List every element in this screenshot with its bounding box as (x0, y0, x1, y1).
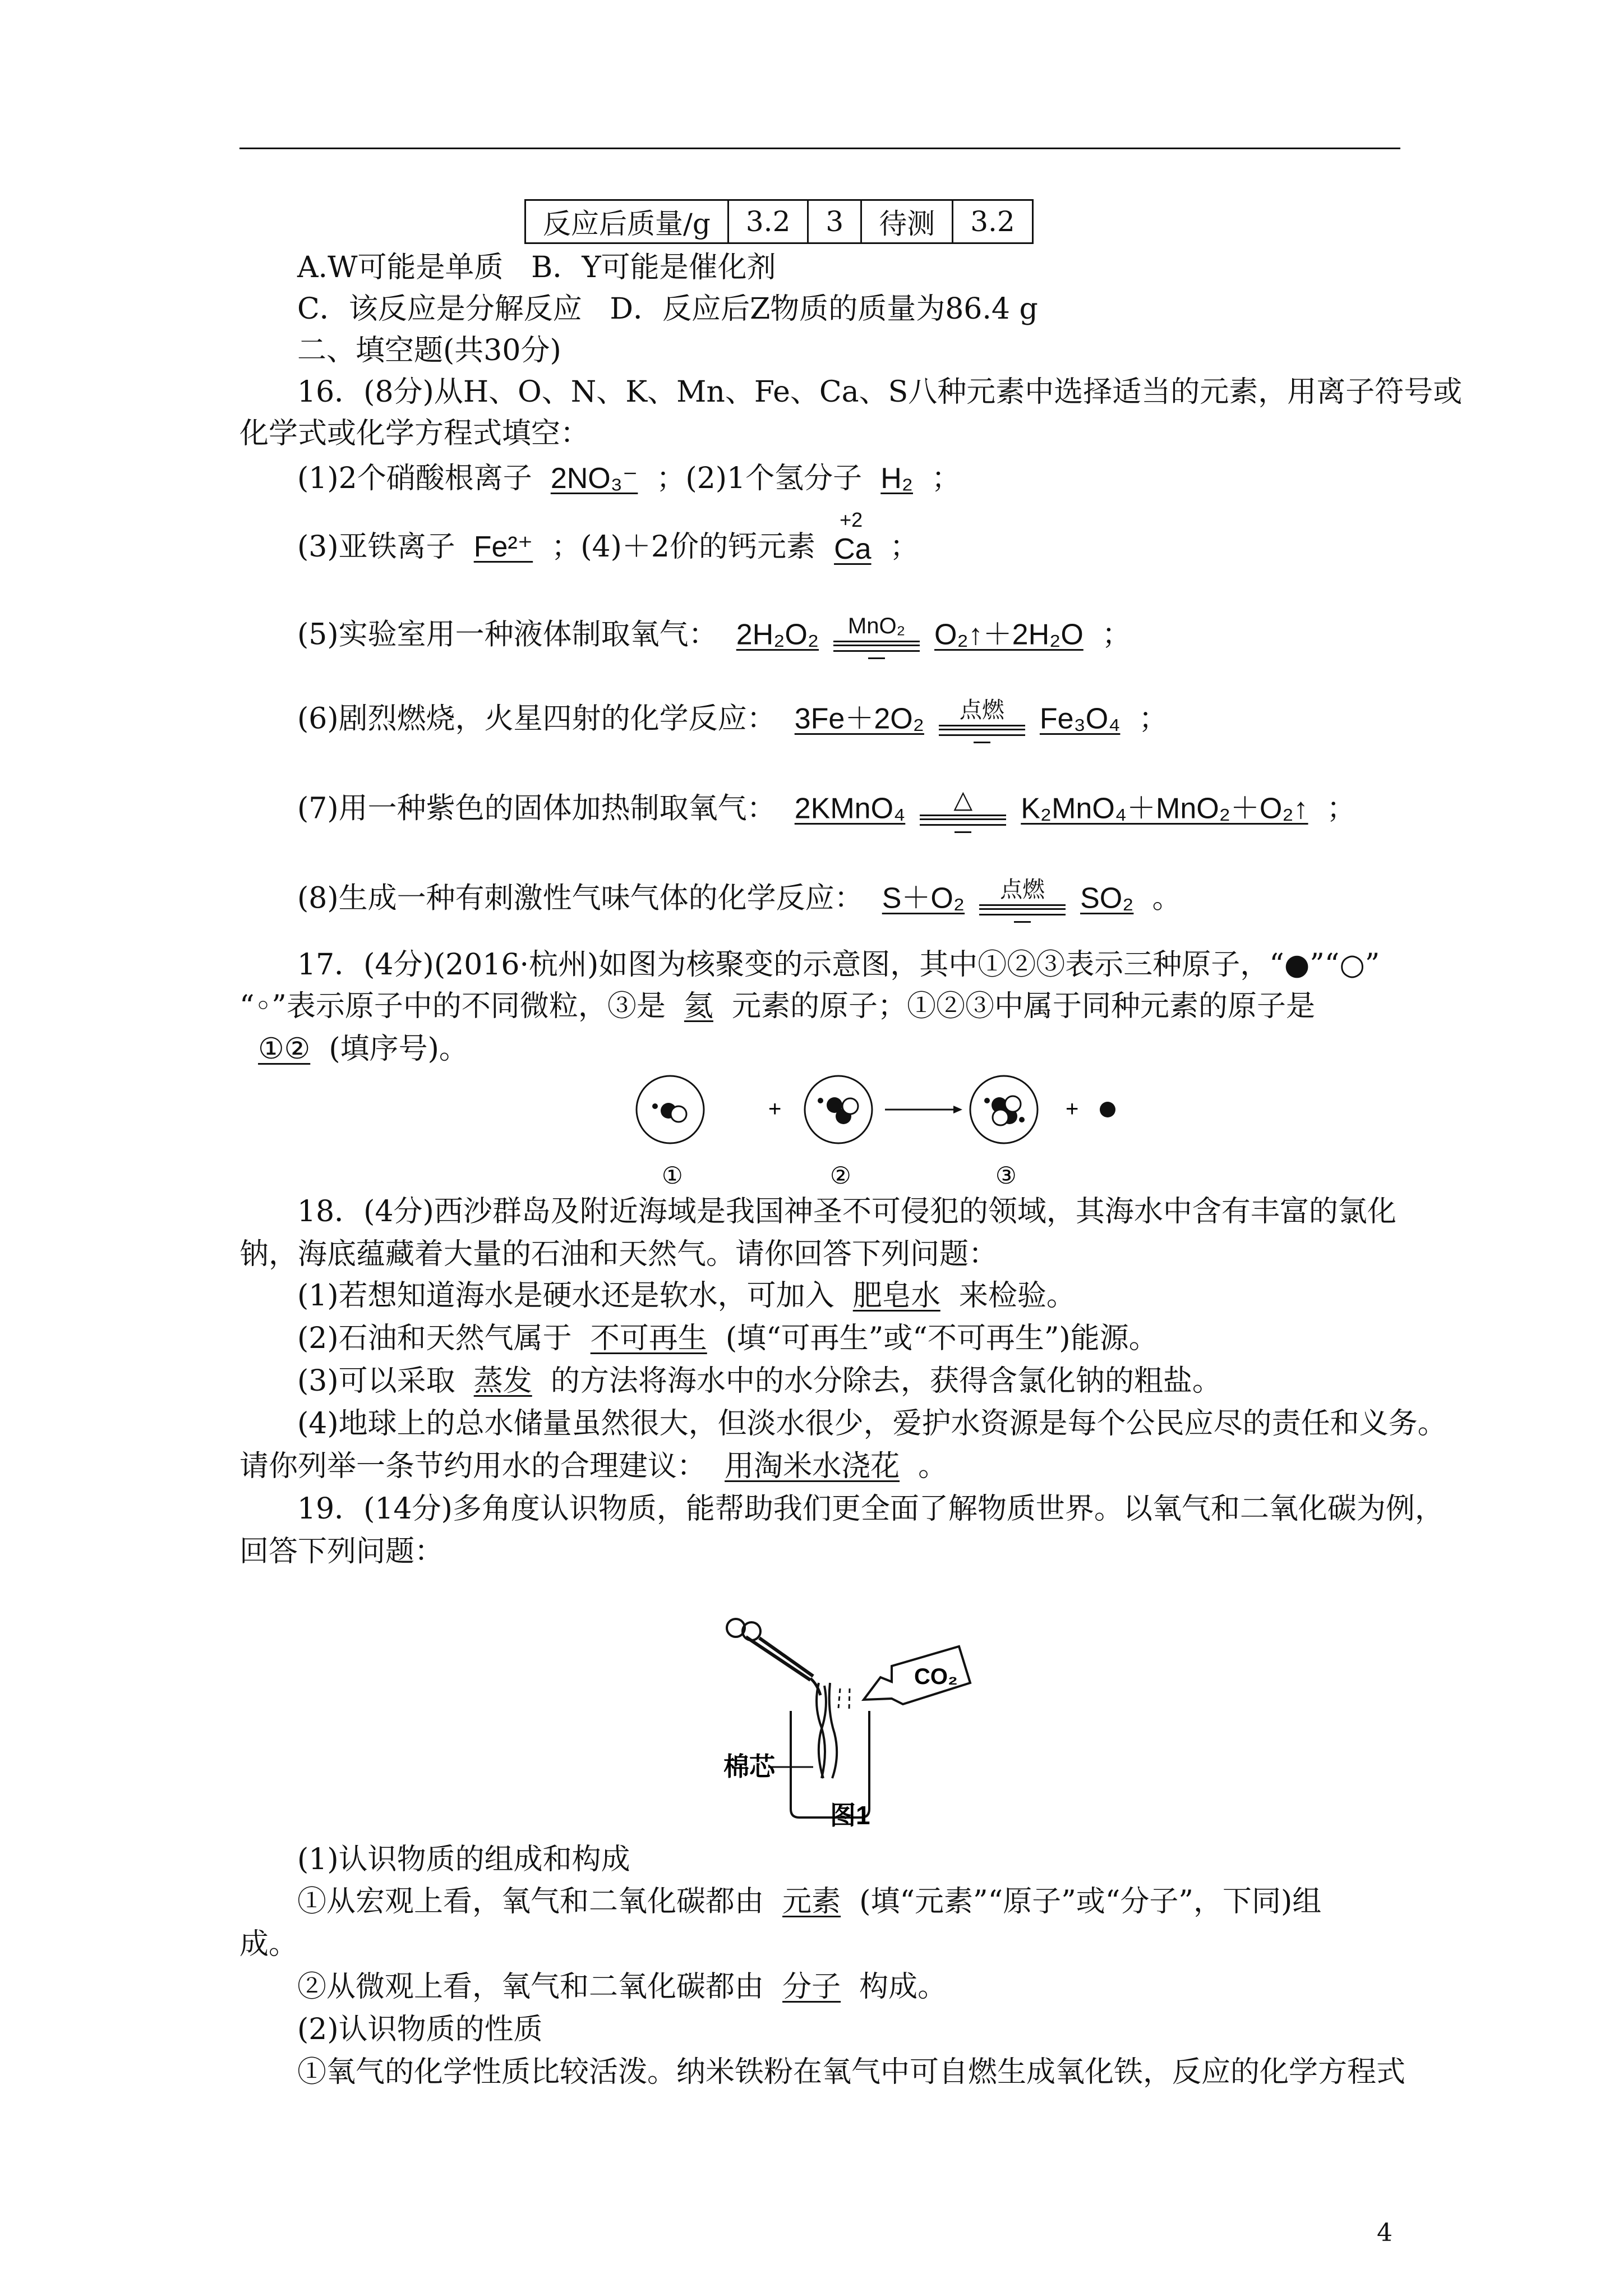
reaction-condition: 点燃 (959, 698, 1004, 723)
q15-options-cd (297, 292, 1038, 326)
q19-answer: 分子 (782, 1971, 841, 2003)
co2-label: CO₂ (914, 1664, 958, 1689)
q16-item-5 (297, 611, 1131, 662)
period: 。 (1152, 881, 1182, 915)
option-b: B．Y可能是催化剂 (531, 251, 776, 284)
option-a: A.W可能是单质 (297, 251, 504, 284)
section-heading: 二、填空题(共30分) (297, 334, 561, 367)
semicolon: ； (1138, 702, 1168, 736)
q16-stem: 16．(8分)从H、O、N、K、Mn、Fe、Ca、S八种元素中选择适当的元素，用离子符号或 (297, 375, 1463, 409)
q19-sub-2a: ①氧气的化学性质比较活泼。纳米铁粉在氧气中可自燃生成氧化铁，反应的化学方程式 (297, 2055, 1406, 2089)
reaction-condition: 点燃 (1000, 877, 1045, 902)
q16-item-7 (297, 785, 1356, 836)
q18-text: (填“可再生”或“不可再生”)能源。 (725, 1322, 1158, 1355)
semicolon: ； (932, 462, 961, 495)
q16-prompt: ；(2)1个氢分子 (656, 462, 863, 495)
q19-text: (填“元素”“原子”或“分子”，下同)组 (859, 1885, 1322, 1918)
q15-options-ab (297, 251, 776, 284)
q17-text: “◦”表示原子中的不同微粒，③是 (239, 990, 666, 1023)
q19-sub-1b (297, 1970, 947, 2004)
q19-sub-2: (2)认识物质的性质 (297, 2013, 543, 2046)
q16-prompt: (6)剧烈燃烧，火星四射的化学反应： (297, 702, 776, 736)
equation-right: SO₂ (1080, 882, 1134, 915)
q19-sub-1a-cont: 成。 (239, 1927, 298, 1961)
equation-left: 3Fe＋2O₂ (794, 702, 924, 735)
q16-answer: 2NO₃⁻ (550, 462, 638, 495)
q18-sub-2 (297, 1322, 1158, 1355)
wick-label: 棉芯 (723, 1752, 775, 1781)
q18-sub-1 (297, 1279, 1076, 1313)
atom-label: ① (662, 1162, 683, 1189)
q16-item-1-2 (297, 462, 961, 495)
q19-sub-1: (1)认识物质的组成和构成 (297, 1843, 630, 1876)
equation-left: 2KMnO₄ (794, 792, 906, 825)
equation-right: K₂MnO₄＋MnO₂＋O₂↑ (1021, 792, 1308, 825)
reaction-arrow (915, 785, 1011, 836)
q18-sub-3 (297, 1364, 1221, 1398)
reaction-arrow (934, 696, 1030, 746)
q16-stem-cont: 化学式或化学方程式填空： (239, 417, 590, 450)
q18-answer: 蒸发 (473, 1365, 532, 1397)
table-cell: 3 (808, 200, 861, 243)
q18-text: (3)可以采取 (297, 1364, 455, 1398)
q18-answer: 不可再生 (590, 1322, 707, 1355)
q19-text: ①从宏观上看，氧气和二氧化碳都由 (297, 1885, 764, 1918)
q18-stem-cont: 钠，海底蕴藏着大量的石油和天然气。请你回答下列问题： (239, 1237, 998, 1271)
q16-prompt: (1)2个硝酸根离子 (297, 462, 532, 495)
q16-prompt: (7)用一种紫色的固体加热制取氧气： (297, 792, 776, 826)
q18-text: 的方法将海水中的水分除去，获得含氯化钠的粗盐。 (550, 1364, 1221, 1398)
q19-stem-cont: 回答下列问题： (239, 1535, 444, 1568)
q18-stem: 18．(4分)西沙群岛及附近海域是我国神圣不可侵犯的领域，其海水中含有丰富的氯化 (297, 1195, 1396, 1228)
q16-answer: Fe²⁺ (473, 531, 533, 563)
equation-left: S＋O₂ (882, 882, 965, 915)
option-d: D．反应后Z物质的质量为86.4 g (610, 292, 1038, 326)
q17-text: 元素的原子；①②③中属于同种元素的原子是 (731, 990, 1315, 1023)
q17-stem-end (239, 1032, 468, 1066)
table-row (525, 200, 1033, 243)
q17-answer: ①② (258, 1033, 311, 1065)
q19-stem: 19．(14分)多角度认识物质，能帮助我们更全面了解物质世界。以氧气和二氧化碳为例， (297, 1492, 1444, 1526)
q16-item-6 (297, 696, 1168, 746)
q18-text: (2)石油和天然气属于 (297, 1322, 572, 1355)
q18-sub-4: (4)地球上的总水储量虽然很大，但淡水很少，爱护水资源是每个公民应尽的责任和义务。 (297, 1407, 1447, 1441)
table-cell: 3.2 (728, 200, 808, 243)
q19-sub-1a (297, 1885, 1321, 1918)
q18-text: 请你列举一条节约用水的合理建议： (239, 1450, 707, 1483)
atom-1 (637, 1076, 704, 1143)
q16-prompt: (3)亚铁离子 (297, 530, 455, 564)
experiment-figure (723, 1616, 993, 1829)
q18-answer: 肥皂水 (852, 1280, 940, 1312)
option-c: C．该反应是分解反应 (297, 292, 582, 326)
table-cell: 待测 (861, 200, 953, 243)
figure-caption: 图1 (830, 1801, 870, 1829)
q18-text: (1)若想知道海水是硬水还是软水，可加入 (297, 1279, 834, 1313)
q17-text: (填序号)。 (329, 1032, 468, 1066)
arrow-head-icon (953, 1106, 962, 1114)
q16-prompt: ；(4)＋2价的钙元素 (551, 530, 815, 564)
semicolon: ； (889, 530, 919, 564)
q18-text: 。 (918, 1450, 948, 1483)
q16-item-3-4 (297, 508, 919, 566)
heat-triangle-icon: △ (953, 786, 973, 813)
q17-answer: 氦 (684, 990, 713, 1023)
table-row-label: 反应后质量/g (525, 200, 728, 243)
semicolon: ； (1101, 618, 1131, 652)
equation-right: O₂↑＋2H₂O (934, 618, 1083, 651)
plus-sign: + (1066, 1097, 1079, 1121)
q16-answer: H₂ (880, 462, 913, 495)
q16-prompt: (8)生成一种有刺激性气味气体的化学反应： (297, 881, 864, 915)
q17-stem-cont (239, 990, 1315, 1023)
q19-text: ②从微观上看，氧气和二氧化碳都由 (297, 1970, 764, 2004)
semicolon: ； (1326, 792, 1356, 826)
valence-notation (834, 508, 872, 566)
equation-right: Fe₃O₄ (1039, 702, 1121, 735)
atom-3 (970, 1076, 1038, 1143)
fusion-diagram (617, 1066, 1133, 1212)
q16-answer: Ca (834, 532, 872, 565)
cotton-wick (817, 1683, 837, 1778)
valence-label: +2 (840, 508, 863, 531)
q19-answer: 元素 (782, 1885, 841, 1918)
reaction-condition: MnO₂ (847, 614, 906, 638)
q16-item-8 (297, 875, 1181, 926)
atom-label: ③ (995, 1162, 1017, 1189)
equation-left: 2H₂O₂ (736, 618, 819, 651)
q17-stem: 17．(4分)(2016·杭州)如图为核聚变的示意图，其中①②③表示三种原子，“●”“○” (297, 948, 1380, 982)
q16-prompt: (5)实验室用一种液体制取氧气： (297, 618, 718, 652)
crucible-tongs-icon (727, 1619, 820, 1695)
header-rule (239, 148, 1400, 149)
atom-label: ② (830, 1162, 851, 1189)
atom-2 (805, 1076, 872, 1143)
q18-answer: 用淘米水浇花 (725, 1450, 900, 1483)
q18-sub-4-cont (239, 1450, 947, 1483)
q19-text: 构成。 (859, 1970, 947, 2004)
reaction-arrow (975, 875, 1070, 926)
q18-text: 来检验。 (958, 1279, 1076, 1313)
page-number: 4 (1377, 2219, 1393, 2247)
pour-lines (838, 1688, 850, 1710)
neutron-dot (1100, 1102, 1115, 1117)
plus-sign: + (768, 1097, 782, 1121)
mass-table (524, 199, 1034, 244)
table-cell: 3.2 (953, 200, 1033, 243)
reaction-arrow (829, 611, 924, 662)
